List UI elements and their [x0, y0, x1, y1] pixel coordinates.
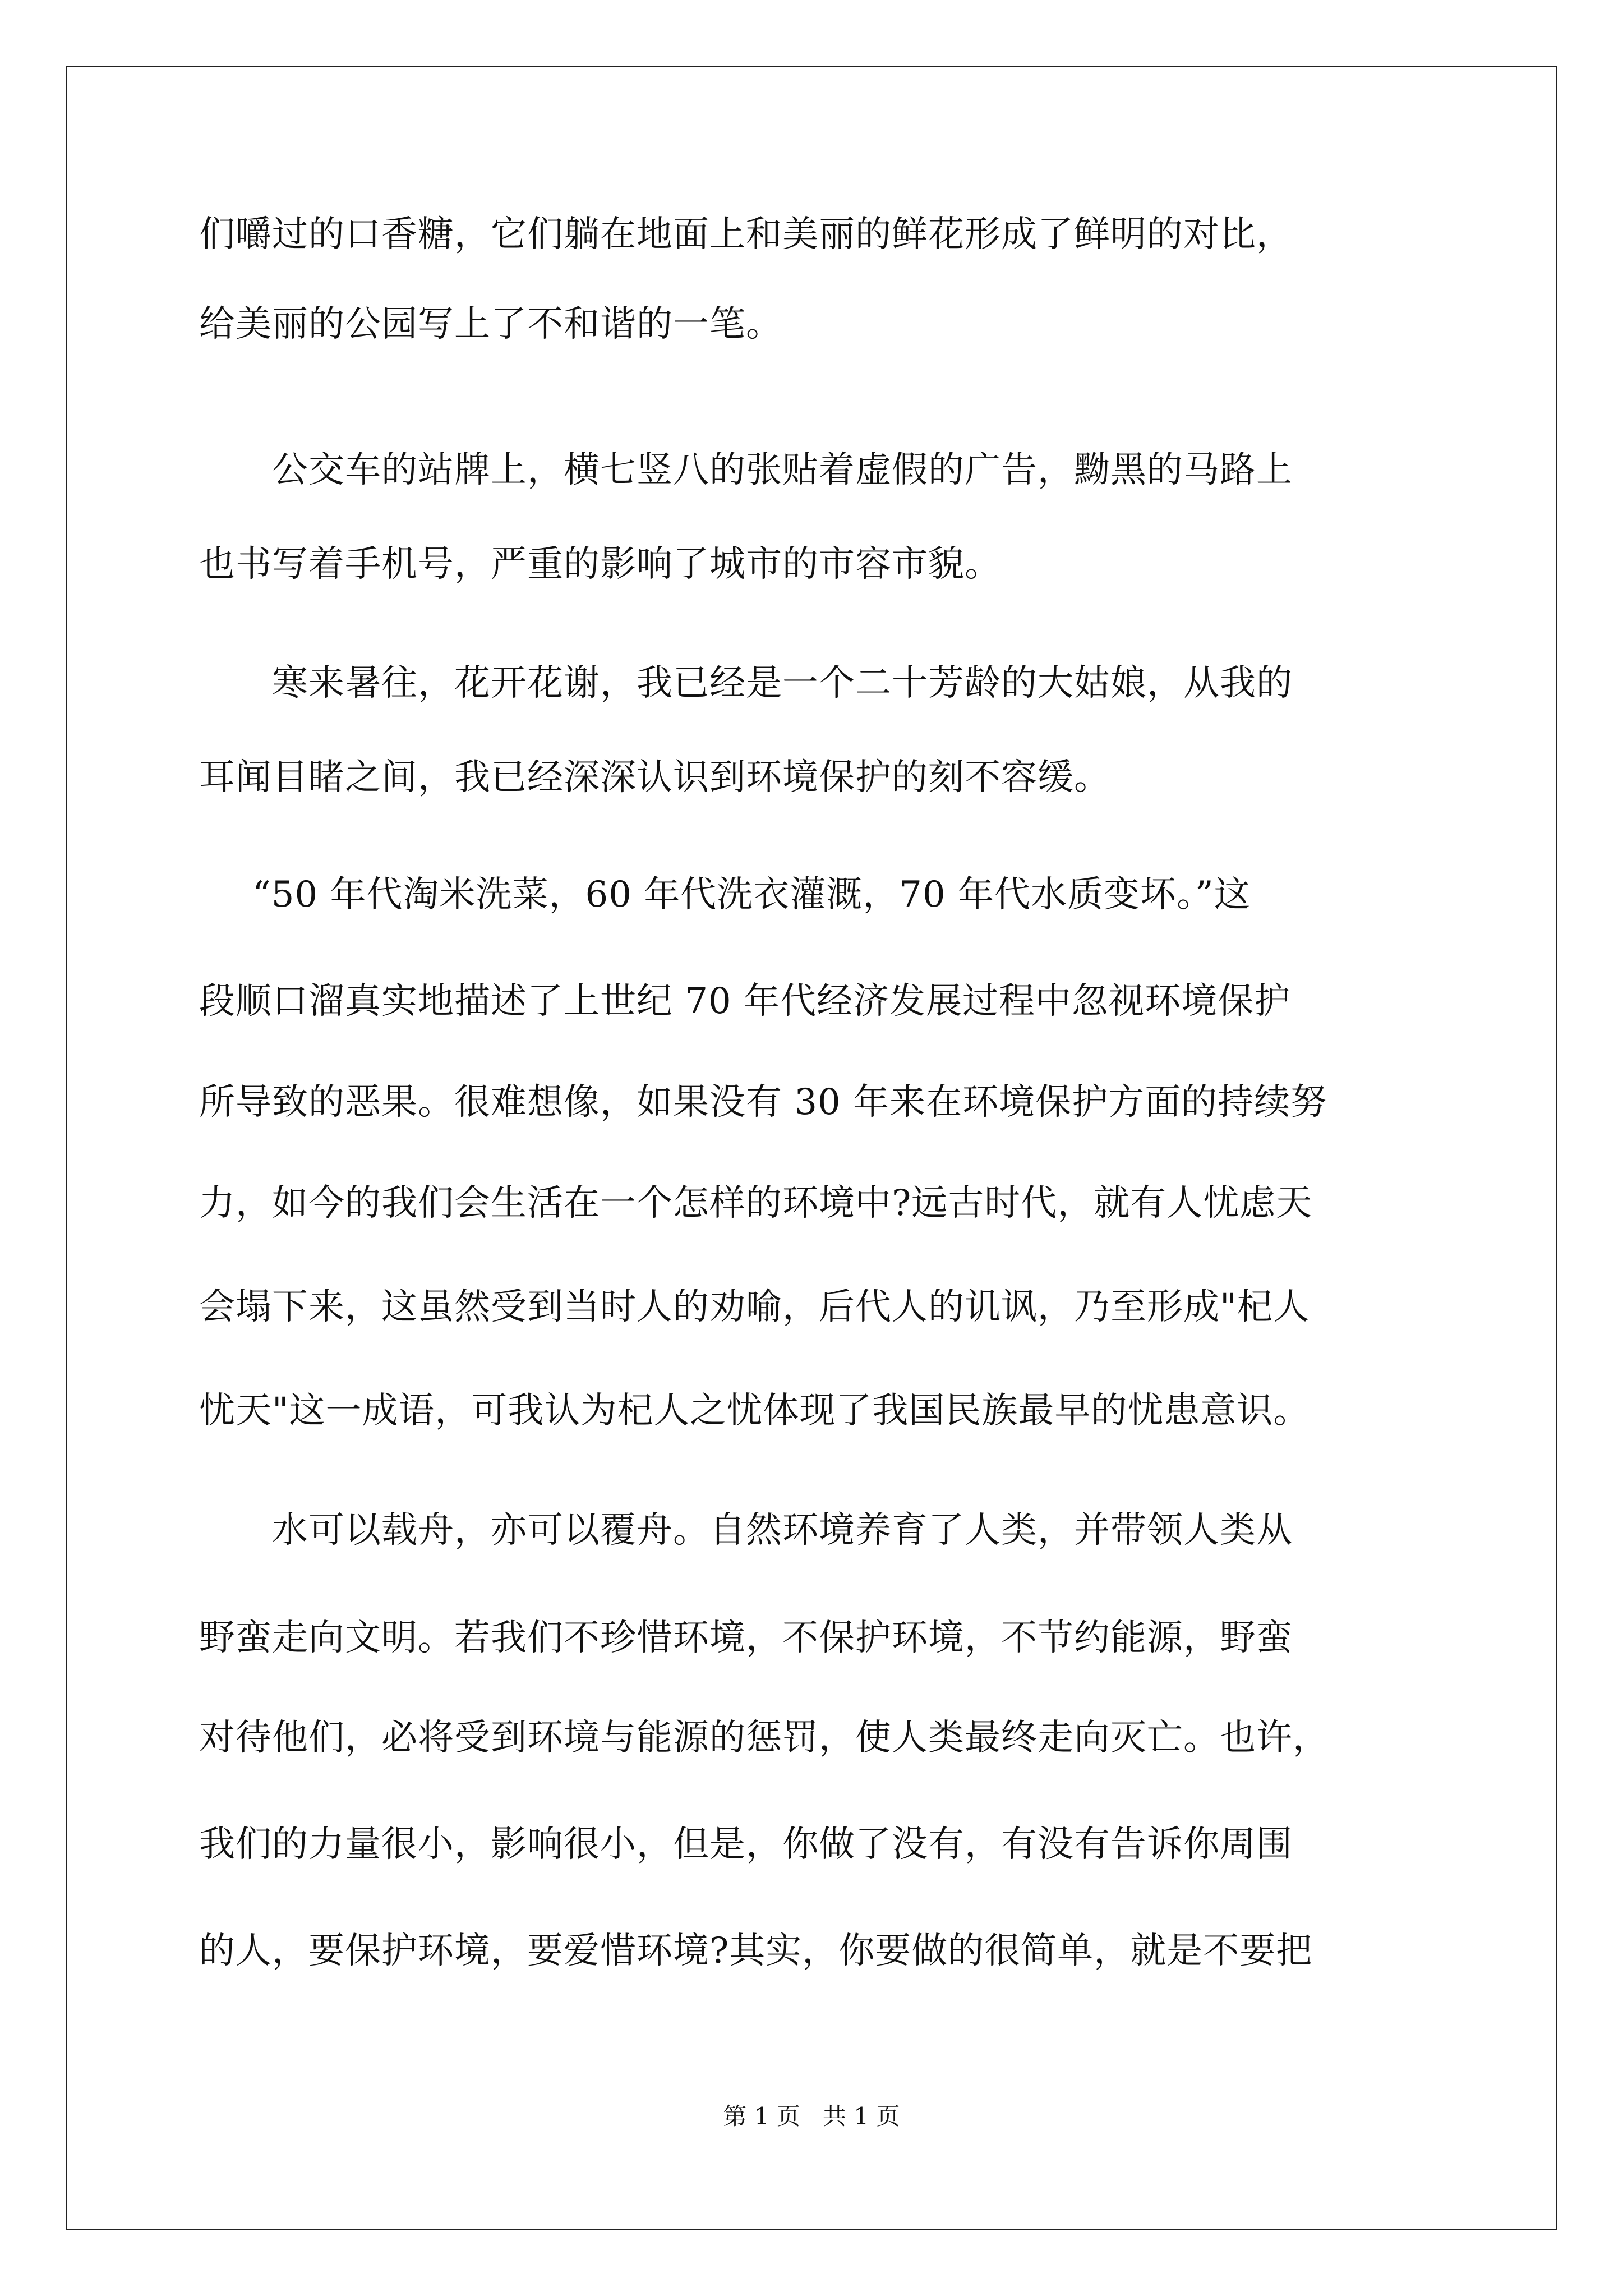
paragraph-first-line: “50 年代淘米洗菜，60 年代洗衣灌溉，70 年代水质变坏。”这 [252, 874, 1251, 915]
text-line: 段顺口溜真实地描述了上世纪 70 年代经济发展过程中忽视环境保护 [199, 981, 1291, 1022]
text-line: 我们的力量很小，影响很小，但是，你做了没有，有没有告诉你周围 [199, 1824, 1293, 1865]
text-line: 忧天"这一成语，可我认为杞人之忧体现了我国民族最早的忧患意识。 [199, 1390, 1310, 1432]
text-line: 对待他们，必将受到环境与能源的惩罚，使人类最终走向灭亡。也许， [199, 1717, 1329, 1759]
text-line: 也书写着手机号，严重的影响了城市的市容市貌。 [199, 544, 1001, 585]
text-line: 力，如今的我们会生活在一个怎样的环境中?远古时代，就有人忧虑天 [199, 1182, 1313, 1224]
text-line: 耳闻目睹之间，我已经深深认识到环境保护的刻不容缓。 [199, 757, 1110, 798]
paragraph-first-line: 寒来暑往，花开花谢，我已经是一个二十芳龄的大姑娘，从我的 [272, 662, 1293, 704]
page-border [66, 66, 1557, 2230]
text-line: 们嚼过的口香糖，它们躺在地面上和美丽的鲜花形成了鲜明的对比， [199, 214, 1293, 255]
text-line: 会塌下来，这虽然受到当时人的劝喻，后代人的讥讽，乃至形成"杞人 [199, 1286, 1310, 1328]
text-line: 给美丽的公园写上了不和谐的一笔。 [199, 303, 782, 345]
text-line: 所导致的恶果。很难想像，如果没有 30 年来在环境保护方面的持续努 [199, 1082, 1327, 1123]
text-line: 的人，要保护环境，要爱惜环境?其实，你要做的很简单，就是不要把 [199, 1930, 1313, 1972]
page-footer: 第 1 页 共 1 页 [723, 2102, 900, 2130]
paragraph-first-line: 水可以载舟，亦可以覆舟。自然环境养育了人类，并带领人类从 [272, 1510, 1293, 1551]
paragraph-first-line: 公交车的站牌上，横七竖八的张贴着虚假的广告，黝黑的马路上 [272, 449, 1293, 491]
text-line: 野蛮走向文明。若我们不珍惜环境，不保护环境，不节约能源，野蛮 [199, 1617, 1293, 1659]
